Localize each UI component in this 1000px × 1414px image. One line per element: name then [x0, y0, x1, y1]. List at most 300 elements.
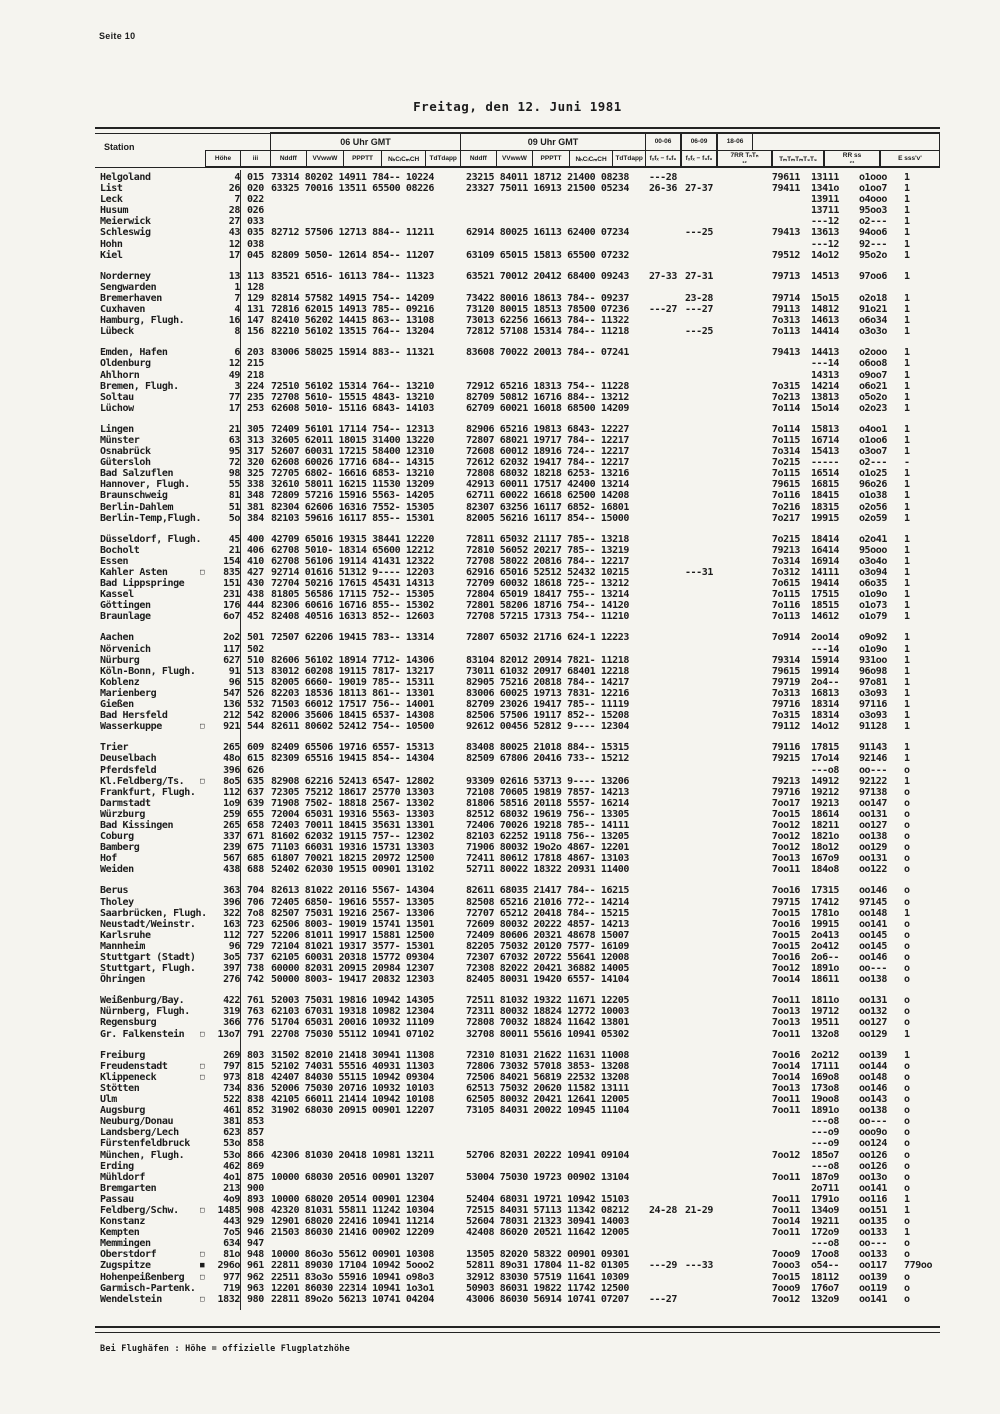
station-number-iii: 962 — [247, 1271, 264, 1283]
wind-00-06 — [645, 842, 681, 853]
mountain-station-marker — [200, 1216, 212, 1227]
col-rr-ss-24: oo139 — [858, 1049, 888, 1061]
obs-06-gmt: 82814 57582 14915 754-- 14209 — [271, 292, 434, 304]
station-name: Bremerhaven — [100, 292, 162, 304]
wind-00-06 — [645, 809, 681, 820]
station-number-iii: 532 — [247, 699, 264, 711]
station-number-iii: 542 — [247, 710, 264, 722]
station-row — [100, 710, 945, 721]
obs-06-gmt: 12201 86030 22314 10941 1o3o1 — [271, 1282, 434, 1294]
col-rr-ss-24: o6oo8 — [858, 358, 888, 370]
obs-06-gmt — [270, 370, 460, 381]
col-rr-ss-24: oo139 — [858, 1271, 888, 1283]
station-row — [100, 358, 945, 369]
wind-06-09 — [681, 239, 717, 250]
station-hoehe: 163 — [223, 918, 240, 930]
station-number-iii: 763 — [247, 1006, 264, 1018]
station-hoehe: 17 — [228, 249, 240, 261]
station-number-iii: 737 — [247, 952, 264, 963]
station-name: Lübeck — [100, 326, 134, 338]
col-tmtm-tgtg: 18o12 — [810, 842, 840, 854]
wind-06-09: 27-31 — [684, 270, 714, 282]
col-7rr-tntn: 79611 — [771, 172, 800, 183]
col-e-sss: 1 — [904, 1193, 910, 1205]
col-7rr-tntn: 7oo16 — [771, 952, 800, 963]
mountain-station-marker — [200, 1105, 212, 1116]
obs-09-gmt: 50903 86031 19822 11742 12500 — [466, 1282, 629, 1294]
obs-06-gmt: 62103 67031 19318 10982 12304 — [271, 1006, 434, 1018]
col-rr-ss-24: 91128 — [858, 721, 888, 733]
obs-06-gmt: 83521 6516- 16113 784-- 11323 — [271, 270, 434, 282]
station-hoehe: 49 — [228, 369, 240, 381]
col-rr-ss-24: o2ooo — [858, 347, 888, 359]
obs-06-gmt — [270, 1138, 460, 1149]
col-rr-ss-24: oo146 — [858, 1082, 888, 1094]
station-name: Schleswig — [100, 227, 151, 239]
wind-06-09 — [681, 1072, 717, 1083]
wind-06-09 — [681, 842, 717, 853]
station-number-iii: 113 — [247, 270, 264, 282]
mountain-station-marker — [200, 502, 212, 513]
mountain-station-marker — [200, 545, 212, 556]
col-tmtm-tgtg: 18611 — [810, 974, 840, 986]
mountain-station-marker — [200, 216, 212, 227]
obs-09-gmt: 72801 58206 18716 754-- 14120 — [466, 600, 629, 612]
obs-06-gmt: 22811 89o2o 56213 10741 04204 — [271, 1293, 434, 1305]
column-header-col-e-sss: E sss'v' — [880, 150, 940, 167]
station-hoehe: 381 — [223, 1116, 240, 1128]
station-row — [100, 1127, 945, 1138]
station-number-iii: 224 — [247, 380, 264, 392]
col-rr-ss-24: 97116 — [858, 699, 888, 711]
wind-00-06 — [645, 1050, 681, 1061]
station-number-iii: 501 — [247, 632, 264, 644]
station-hoehe: 7o5 — [223, 1227, 240, 1239]
obs-06-gmt: 72104 81021 19317 3577- 15301 — [271, 940, 434, 952]
obs-06-gmt: 62506 8003- 19019 15741 13501 — [271, 918, 434, 930]
station-hoehe: 5o — [228, 512, 240, 524]
station-name: Leck — [100, 194, 123, 206]
station-name: Göttingen — [100, 600, 151, 612]
col-tmtm-tgtg: 16914 — [810, 555, 840, 567]
station-name: Hohn — [100, 238, 123, 250]
station-row — [100, 326, 945, 337]
obs-06-gmt: 31502 82010 21418 30941 11308 — [271, 1049, 434, 1061]
station-hoehe: 797 — [223, 1060, 240, 1072]
col-rr-ss-24: o1oo6 — [858, 434, 888, 446]
col-tmtm-tgtg: ---o8 — [810, 1238, 840, 1250]
col-7rr-tntn: 7oo11 — [771, 1105, 800, 1117]
mountain-station-marker — [200, 227, 212, 238]
station-name: Osnabrück — [100, 446, 151, 458]
wind-06-09 — [681, 1161, 717, 1172]
obs-06-gmt: 42407 84030 55115 10942 09304 — [271, 1071, 434, 1083]
station-name: Gütersloh — [100, 457, 151, 469]
station-hoehe: 627 — [223, 654, 240, 666]
col-tmtm-tgtg: 2o711 — [810, 1182, 840, 1194]
col-rr-ss-24: 91143 — [858, 742, 888, 754]
wind-06-09 — [681, 205, 717, 216]
obs-09-gmt: 82512 68032 19619 756-- 13305 — [466, 808, 629, 820]
station-row — [100, 172, 945, 183]
station-hoehe: 462 — [223, 1160, 240, 1172]
station-hoehe: 1485 — [217, 1204, 240, 1216]
col-7rr-tntn: 79716 — [771, 699, 800, 711]
obs-06-gmt: 60000 82031 20915 20984 12307 — [271, 963, 434, 975]
col-rr-ss-24: o2--- — [858, 457, 888, 469]
station-number-iii: 430 — [247, 578, 264, 590]
col-tmtm-tgtg: 14313 — [810, 369, 840, 381]
obs-06-gmt: 31902 68030 20915 00901 12207 — [271, 1105, 434, 1117]
station-number-iii: 128 — [247, 281, 264, 293]
col-rr-ss-24: oo133 — [858, 1249, 888, 1261]
obs-06-gmt: 22511 83o3o 55916 10941 o98o3 — [271, 1271, 434, 1283]
wind-06-09 — [681, 798, 717, 809]
station-hoehe: 443 — [223, 1216, 240, 1228]
station-number-iii: 815 — [247, 1060, 264, 1072]
obs-06-gmt: 10000 86o3o 55612 00901 10308 — [271, 1249, 434, 1261]
obs-06-gmt — [270, 205, 460, 216]
wind-00-06 — [645, 1083, 681, 1094]
station-row — [100, 293, 945, 304]
station-hoehe: 461 — [223, 1105, 240, 1117]
block-gap — [100, 622, 945, 632]
col-rr-ss-24: o2o23 — [858, 402, 888, 414]
station-number-iii: 338 — [247, 479, 264, 491]
column-header-hoehe: Höhe — [205, 150, 241, 167]
obs-09-gmt: 82005 56216 16117 854-- 15000 — [466, 512, 629, 524]
col-tmtm-tgtg: ---o8 — [810, 1160, 840, 1172]
wind-00-06 — [645, 293, 681, 304]
station-number-iii: 438 — [247, 589, 264, 601]
col-tmtm-tgtg: 14613 — [810, 315, 840, 327]
obs-06-gmt — [270, 216, 460, 227]
mountain-station-marker: □ — [200, 775, 205, 785]
col-e-sss: 1 — [904, 391, 910, 403]
station-hoehe: 13o7 — [217, 1028, 240, 1040]
station-hoehe: 45 — [228, 533, 240, 545]
col-e-sss: 1 — [904, 468, 910, 480]
station-row — [100, 1161, 945, 1172]
wind-06-09 — [681, 1050, 717, 1061]
station-hoehe: 522 — [223, 1094, 240, 1106]
col-rr-ss-24: o2--- — [858, 216, 888, 228]
station-number-iii: 015 — [247, 172, 264, 183]
col-tmtm-tgtg: 17315 — [810, 885, 840, 897]
station-row — [100, 644, 945, 655]
station-row — [100, 370, 945, 381]
mountain-station-marker — [200, 370, 212, 381]
block-gap — [100, 414, 945, 424]
station-row — [100, 347, 945, 358]
wind-00-06 — [645, 479, 681, 490]
col-e-sss: 1 — [904, 687, 910, 699]
wind-00-06 — [645, 753, 681, 764]
col-e-sss: o — [904, 940, 910, 952]
mountain-station-marker — [200, 632, 212, 643]
wind-00-06 — [645, 1249, 681, 1260]
col-tmtm-tgtg: 185o7 — [810, 1149, 840, 1161]
station-number-iii: 305 — [247, 423, 264, 435]
station-hoehe: 921 — [223, 721, 240, 733]
col-rr-ss-24: o1o9o — [858, 589, 888, 601]
wind-00-06 — [645, 1127, 681, 1138]
col-e-sss: o — [904, 1249, 910, 1261]
wind-06-09 — [681, 1227, 717, 1238]
col-rr-ss-24: oo138 — [858, 974, 888, 986]
header-group-18-06: 18-06 — [717, 132, 753, 151]
wind-06-09 — [681, 710, 717, 721]
col-e-sss: o — [904, 842, 910, 854]
column-header-iii: iii — [240, 150, 271, 167]
station-number-iii: 317 — [247, 446, 264, 458]
column-header-station: Station — [104, 142, 135, 152]
obs-06-gmt: 42306 81030 20418 10981 13211 — [271, 1149, 434, 1161]
station-name: Hohenpeißenberg — [100, 1271, 185, 1283]
mountain-station-marker — [200, 1094, 212, 1105]
col-rr-ss-24: o1o38 — [858, 490, 888, 502]
station-hoehe: 7 — [234, 194, 240, 206]
block-gap — [100, 732, 945, 742]
station-row — [100, 688, 945, 699]
mountain-station-marker: □ — [200, 567, 205, 576]
obs-06-gmt: 82005 6660- 19019 785-- 15311 — [271, 676, 434, 688]
col-tmtm-tgtg: ---14 — [810, 358, 840, 370]
wind-00-06 — [645, 1029, 681, 1040]
obs-09-gmt: 72511 81032 19322 11671 12205 — [466, 995, 629, 1007]
station-hoehe: 363 — [223, 885, 240, 897]
station-row — [100, 534, 945, 545]
wind-00-06 — [645, 227, 681, 238]
station-hoehe: 319 — [223, 1006, 240, 1018]
station-hoehe: 239 — [223, 842, 240, 854]
wind-00-06 — [645, 358, 681, 369]
col-e-sss: o — [904, 819, 910, 831]
col-7rr-tntn: 7oo11 — [771, 1171, 800, 1183]
col-7rr-tntn: 7oo12 — [771, 842, 800, 854]
col-7rr-tntn — [717, 1116, 800, 1127]
obs-09-gmt: 72506 84021 56819 22532 13208 — [466, 1071, 629, 1083]
col-rr-ss-24: oo122 — [858, 864, 888, 876]
obs-06-gmt: 72403 70011 18415 35631 13301 — [271, 819, 434, 831]
obs-09-gmt — [460, 205, 645, 216]
col-tmtm-tgtg: 2o6-- — [810, 952, 840, 963]
col-tmtm-tgtg: 19oo8 — [810, 1094, 840, 1106]
col-e-sss: o — [904, 896, 910, 908]
col-e-sss: 1 — [904, 578, 910, 590]
mountain-station-marker — [200, 326, 212, 337]
mountain-station-marker — [200, 271, 212, 282]
station-hoehe: 136 — [223, 699, 240, 711]
wind-00-06 — [645, 1272, 681, 1283]
obs-09-gmt — [460, 1238, 645, 1249]
wind-06-09 — [681, 611, 717, 622]
station-name: Nörvenich — [100, 643, 151, 655]
wind-00-06 — [645, 611, 681, 622]
station-hoehe: 81o — [223, 1249, 240, 1261]
col-e-sss: 1 — [904, 589, 910, 601]
obs-09-gmt: 62709 60021 16018 68500 14209 — [466, 402, 629, 414]
obs-09-gmt: 52711 80022 18322 20931 11400 — [466, 864, 629, 876]
wind-06-09 — [681, 479, 717, 490]
col-7rr-tntn: 7oo15 — [771, 929, 800, 941]
col-7rr-tntn: 79615 — [771, 665, 800, 677]
station-hoehe: 212 — [223, 710, 240, 722]
station-hoehe: 296o — [217, 1260, 240, 1272]
obs-09-gmt: 72811 65032 21117 785-- 13218 — [466, 533, 629, 545]
station-name: Münster — [100, 434, 140, 446]
station-row — [100, 513, 945, 524]
col-rr-ss-24: oo143 — [858, 1094, 888, 1106]
col-e-sss: o — [904, 786, 910, 798]
col-7rr-tntn — [717, 1238, 800, 1249]
col-7rr-tntn — [717, 282, 800, 293]
col-7rr-tntn: 7o215 — [771, 533, 800, 545]
wind-00-06 — [645, 831, 681, 842]
station-name: Meierwick — [100, 216, 151, 228]
col-e-sss: 1 — [904, 369, 910, 381]
obs-06-gmt: 81602 62032 19115 757-- 12302 — [271, 831, 434, 843]
station-name: Helgoland — [100, 172, 151, 183]
col-tmtm-tgtg: ---o9 — [810, 1138, 840, 1150]
mountain-station-marker — [200, 1116, 212, 1127]
wind-06-09 — [681, 885, 717, 896]
obs-06-gmt: 83012 60208 19115 7817- 13217 — [271, 665, 434, 677]
station-number-iii: 929 — [247, 1216, 264, 1228]
col-e-sss: o — [904, 1094, 910, 1106]
obs-06-gmt: 82908 62216 52413 6547- 12802 — [271, 775, 434, 787]
wind-00-06 — [645, 655, 681, 666]
station-row — [100, 392, 945, 403]
obs-09-gmt: 72515 84031 57113 11342 08212 — [466, 1204, 629, 1216]
col-tmtm-tgtg: 14214 — [810, 380, 840, 392]
col-e-sss: 1 — [904, 665, 910, 677]
column-header-col-fxfx-0609: fₓfₓ − f₉f₉ — [681, 150, 717, 167]
col-e-sss: 1 — [904, 270, 910, 282]
wind-00-06 — [645, 952, 681, 963]
col-tmtm-tgtg: 2o412 — [810, 940, 840, 952]
obs-09-gmt: 32912 83030 57519 11641 10309 — [466, 1271, 629, 1283]
wind-00-06 — [645, 787, 681, 798]
col-7rr-tntn: 79213 — [771, 775, 800, 787]
col-rr-ss-24: oo117 — [858, 1260, 888, 1272]
wind-00-06 — [645, 556, 681, 567]
station-name: Deuselbach — [100, 753, 157, 765]
obs-06-gmt: 82006 35606 18415 6537- 14308 — [271, 710, 434, 722]
station-number-iii: 502 — [247, 643, 264, 655]
mountain-station-marker: □ — [200, 1071, 205, 1081]
obs-06-gmt: 71103 66031 19316 15731 13303 — [271, 842, 434, 854]
col-tmtm-tgtg: 17o14 — [810, 753, 840, 765]
col-e-sss: 1 — [904, 1049, 910, 1061]
wind-00-06 — [645, 974, 681, 985]
station-row — [100, 446, 945, 457]
col-tmtm-tgtg: 13711 — [810, 205, 840, 217]
col-7rr-tntn: 79716 — [771, 786, 800, 798]
obs-09-gmt: 32708 80011 55616 10941 05302 — [466, 1028, 629, 1040]
obs-09-gmt — [460, 1127, 645, 1138]
col-e-sss: 1 — [904, 205, 910, 217]
station-number-iii: 908 — [247, 1204, 264, 1216]
col-rr-ss-24: o1o25 — [858, 468, 888, 480]
mountain-station-marker — [200, 1161, 212, 1172]
obs-09-gmt: 63109 65015 15813 65500 07232 — [466, 249, 629, 261]
station-name: Memmingen — [100, 1238, 151, 1250]
wind-00-06 — [645, 798, 681, 809]
station-hoehe: 4o1 — [223, 1171, 240, 1183]
col-rr-ss-24: oo141 — [858, 918, 888, 930]
wind-00-06 — [645, 1138, 681, 1149]
station-name: Hannover, Flugh. — [100, 479, 190, 491]
col-7rr-tntn: 7o116 — [771, 600, 800, 612]
station-hoehe: 21 — [228, 544, 240, 556]
obs-09-gmt: 72709 60032 18618 725-- 13212 — [466, 578, 629, 590]
wind-00-06 — [645, 403, 681, 414]
column-header-nddff: Nddff — [461, 151, 497, 166]
obs-06-gmt: 71908 7502- 18818 2567- 13302 — [271, 797, 434, 809]
wind-06-09 — [681, 666, 717, 677]
obs-06-gmt — [270, 239, 460, 250]
wind-00-06 — [645, 578, 681, 589]
wind-00-06 — [645, 666, 681, 677]
wind-00-06 — [645, 513, 681, 524]
obs-09-gmt: 72409 80606 20321 48678 15007 — [466, 929, 629, 941]
col-7rr-tntn: 79715 — [771, 896, 800, 908]
wind-06-09 — [681, 688, 717, 699]
station-number-iii: 609 — [247, 742, 264, 754]
col-tmtm-tgtg: 15o15 — [810, 292, 840, 304]
wind-06-09 — [681, 1006, 717, 1017]
station-name: Gr. Falkenstein — [100, 1028, 185, 1040]
station-number-iii: 444 — [247, 600, 264, 612]
col-tmtm-tgtg: 172o9 — [810, 1227, 840, 1239]
obs-09-gmt: 52404 68031 19721 10942 15103 — [466, 1193, 629, 1205]
wind-06-09 — [681, 820, 717, 831]
col-e-sss: o — [904, 797, 910, 809]
wind-00-06 — [645, 1183, 681, 1194]
wind-00-06 — [645, 239, 681, 250]
obs-06-gmt: 72405 6850- 19616 5557- 13305 — [271, 896, 434, 908]
wind-00-06 — [645, 282, 681, 293]
wind-06-09 — [681, 1150, 717, 1161]
obs-09-gmt: 52811 89o31 17804 11-82 01305 — [466, 1260, 629, 1272]
obs-09-gmt: 62513 75032 20620 11582 13111 — [466, 1082, 629, 1094]
wind-06-09 — [681, 556, 717, 567]
wind-00-06 — [645, 424, 681, 435]
col-e-sss: 1 — [904, 1204, 910, 1216]
mountain-station-marker — [200, 1172, 212, 1183]
col-rr-ss-24: o1oo7 — [858, 183, 888, 195]
station-name: Konstanz — [100, 1216, 145, 1228]
station-hoehe: 4 — [234, 304, 240, 316]
station-row — [100, 1050, 945, 1061]
wind-00-06 — [645, 1172, 681, 1183]
station-number-iii: 685 — [247, 853, 264, 865]
wind-06-09 — [681, 753, 717, 764]
station-row — [100, 787, 945, 798]
wind-06-09 — [681, 1283, 717, 1294]
col-e-sss: 1 — [904, 249, 910, 261]
station-number-iii: 348 — [247, 490, 264, 502]
col-e-sss: 1 — [904, 358, 910, 370]
col-7rr-tntn: 7oo11 — [771, 1028, 800, 1040]
obs-09-gmt: 72307 67032 20722 55641 12008 — [466, 952, 629, 963]
wind-00-06 — [645, 600, 681, 611]
col-7rr-tntn — [717, 370, 800, 381]
station-row — [100, 1072, 945, 1083]
wind-06-09 — [681, 424, 717, 435]
obs-09-gmt: 72308 82022 20421 36882 14005 — [466, 963, 629, 975]
